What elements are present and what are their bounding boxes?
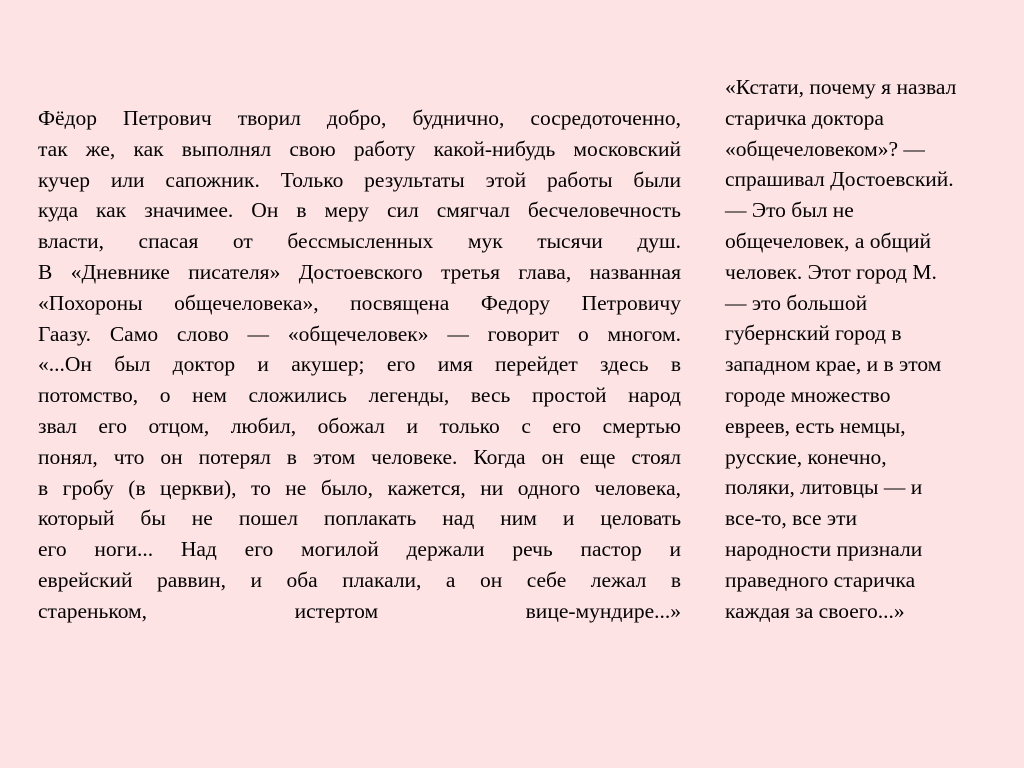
main-text-line: «...Он был доктор и акушер; его имя перейдет здесь в [38,352,681,377]
main-text-line: который бы не пошел поплакать над ним и целовать [38,506,681,531]
side-quote-line: старичка доктора [725,105,884,130]
main-text-line: кучер или сапожник. Только результаты этой работы были [38,167,681,192]
side-quote-line: губернский город в [725,321,902,346]
side-quote-line: евреев, есть немцы, [725,413,906,438]
main-text-line: еврейский раввин, и оба плакали, а он себе лежал в [38,567,681,592]
main-text-line: в гробу (в церкви), то не было, кажется, ни одного человека, [38,475,681,500]
main-text-line: понял, что он потерял в этом человеке. Когда он еще стоял [38,444,681,469]
main-text-line: так же, как выполнял свою работу какой-нибудь московский [38,136,681,161]
side-quote-line: — это большой [725,290,868,315]
main-text-line: куда как значимее. Он в меру сил смягчал бесчеловечность [38,198,681,223]
side-quote-line: народности признали [725,536,923,561]
main-text-block [38,103,681,627]
main-text-line: потомство, о нем сложились легенды, весь простой народ [38,383,681,408]
main-text-line: стареньком, истертом вице-мундире...» [38,598,681,623]
main-text-line: В «Дневнике писателя» Достоевского третья глава, названная [38,259,681,284]
side-quote-line: спрашивал Достоевский. [725,167,954,192]
side-quote-block [725,72,1010,626]
side-quote-line: западном крае, и в этом [725,352,942,377]
side-quote-line: общечеловек, а общий [725,228,932,253]
side-quote-line: — Это был не [725,198,854,223]
side-quote-line: все-то, все эти [725,506,858,531]
main-text-line: Гаазу. Само слово — «общечеловек» — говорит о многом. [38,321,681,346]
side-quote-line: праведного старичка [725,567,916,592]
main-text-line: его ноги... Над его могилой держали речь пастор и [38,537,681,562]
side-quote-line: «Кстати, почему я назвал [725,75,957,99]
side-quote-line: «общечеловеком»? — [725,136,925,161]
main-text-line: власти, спасая от бессмысленных мук тысячи душ. [38,229,681,254]
side-quote-line: городе множество [725,382,891,407]
main-text-line: звал его отцом, любил, обожал и только с его смертью [38,413,681,438]
side-quote-line: русские, конечно, [725,444,887,469]
main-text-line: Фёдор Петрович творил добро, буднично, сосредоточенно, [38,106,681,130]
side-quote-line: человек. Этот город М. [725,259,937,284]
side-quote-line: поляки, литовцы — и [725,475,923,500]
side-quote-line: каждая за своего...» [725,598,905,623]
main-text-line: «Похороны общечеловека», посвящена Федору Петровичу [38,290,681,315]
